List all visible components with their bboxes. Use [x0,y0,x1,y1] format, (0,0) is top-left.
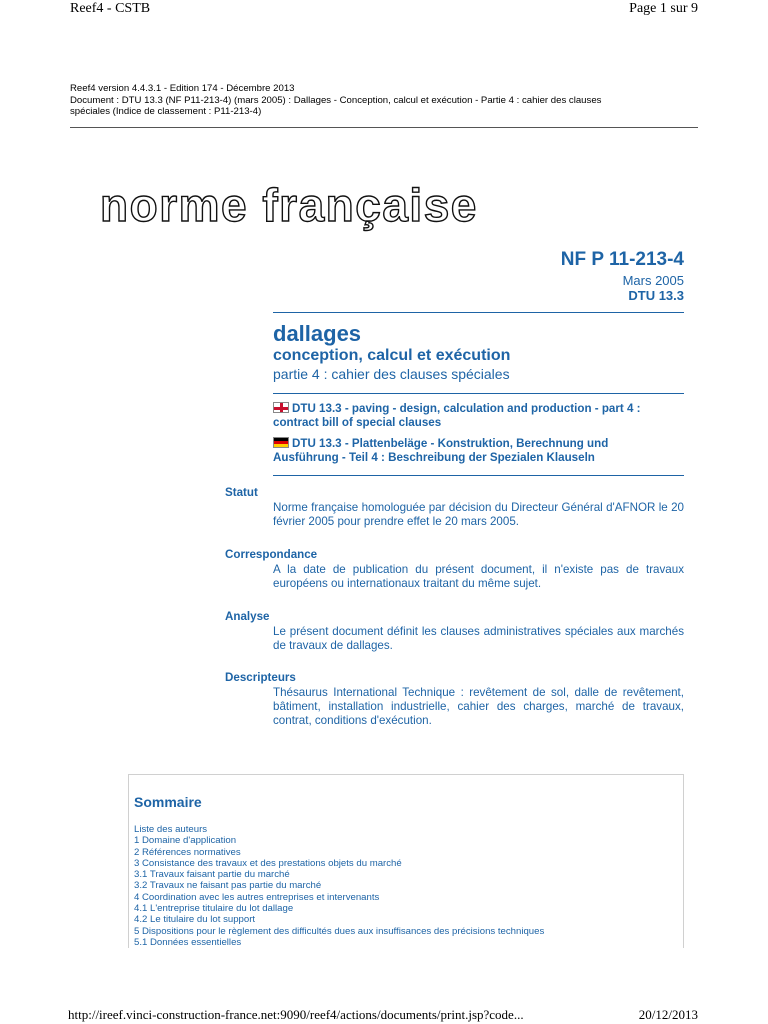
english-title-block [273,402,684,430]
german-title-line1: DTU 13.3 - Plattenbeläge - Konstruktion, Berechnung und [292,437,609,450]
analyse-text: Le présent document définit les clauses administratives spéciales aux marchés de travaux de dallages. [273,625,684,652]
metadata-divider [70,127,698,128]
sommaire-list [134,824,544,948]
sommaire-item[interactable]: 5.1 Données essentielles [134,936,242,948]
title-divider-bottom [273,475,684,476]
norme-francaise-title: norme française [100,179,478,231]
sommaire-item[interactable]: 3 Consistance des travaux et des prestations objets du marché [134,857,402,869]
sommaire-item[interactable]: 5 Dispositions pour le règlement des difficultés dues aux insuffisances des précisions techniques [134,925,545,937]
sommaire-item[interactable]: 1 Domaine d'application [134,835,237,847]
analyse-label: Analyse [225,610,270,623]
print-footer-url: http://ireef.vinci-construction-france.net:9090/reef4/actions/documents/print.jsp?code... [68,1007,524,1022]
sommaire-item[interactable]: Liste des auteurs [134,824,208,835]
sommaire-item[interactable]: 4 Coordination avec les autres entreprises et intervenants [134,891,380,903]
statut-text: Norme française homologuée par décision du Directeur Général d'AFNOR le 20 février 2005 pour prendre effet le 20 mars 2005. [273,501,684,528]
sommaire-item[interactable]: 3.2 Travaux ne faisant pas partie du marché [134,880,322,892]
uk-flag-icon [273,402,289,413]
print-footer-date: 20/12/2013 [638,1007,698,1022]
german-title-block [273,437,684,465]
document-metadata [70,83,698,118]
print-header-title: Reef4 - CSTB [70,1,151,16]
title-divider-top [273,312,684,313]
descripteurs-label: Descripteurs [225,671,296,684]
standard-dtu: DTU 13.3 [628,288,684,303]
title-divider-middle [273,393,684,394]
standard-date: Mars 2005 [622,273,684,288]
sommaire-item[interactable]: 4.1 L'entreprise titulaire du lot dallage [134,903,294,915]
descripteurs-text: Thésaurus International Technique : revêtement de sol, dalle de revêtement, bâtiment, installation industrielle, cahier des charges, marché de travaux, contrat, conditions d'exécution. [273,686,684,727]
germany-flag-icon [273,437,289,448]
metadata-index-line: spéciales (Indice de classement : P11-213-4) [70,106,262,117]
sommaire-item[interactable]: 3.1 Travaux faisant partie du marché [134,869,290,881]
metadata-document-line: Document : DTU 13.3 (NF P11-213-4) (mars 2005) : Dallages - Conception, calcul et exécution - Partie 4 : cahier des clauses [70,94,602,106]
print-header-page-number: Page 1 sur 9 [629,1,698,16]
correspondance-label: Correspondance [225,548,318,561]
correspondance-text: A la date de publication du présent document, il n'existe pas de travaux européens ou internationaux traitant du même sujet. [273,563,684,590]
metadata-version-line: Reef4 version 4.4.3.1 - Edition 174 - Décembre 2013 [70,83,295,94]
document-part-title: partie 4 : cahier des clauses spéciales [273,366,510,382]
sommaire-item[interactable]: 4.2 Le titulaire du lot support [134,914,256,926]
document-main-title: dallages [273,321,362,346]
sommaire-panel [128,774,684,948]
document-subtitle: conception, calcul et exécution [273,347,511,364]
english-title-line1: DTU 13.3 - paving - design, calculation and production - part 4 : [292,402,641,415]
standard-code: NF P 11-213-4 [560,249,684,270]
statut-label: Statut [225,486,258,499]
german-title-line2: Ausführung - Teil 4 : Beschreibung der Spezialen Klauseln [273,451,595,464]
english-title-line2: contract bill of special clauses [273,416,442,429]
sommaire-item[interactable]: 2 Références normatives [134,846,241,858]
sommaire-title: Sommaire [134,794,202,810]
